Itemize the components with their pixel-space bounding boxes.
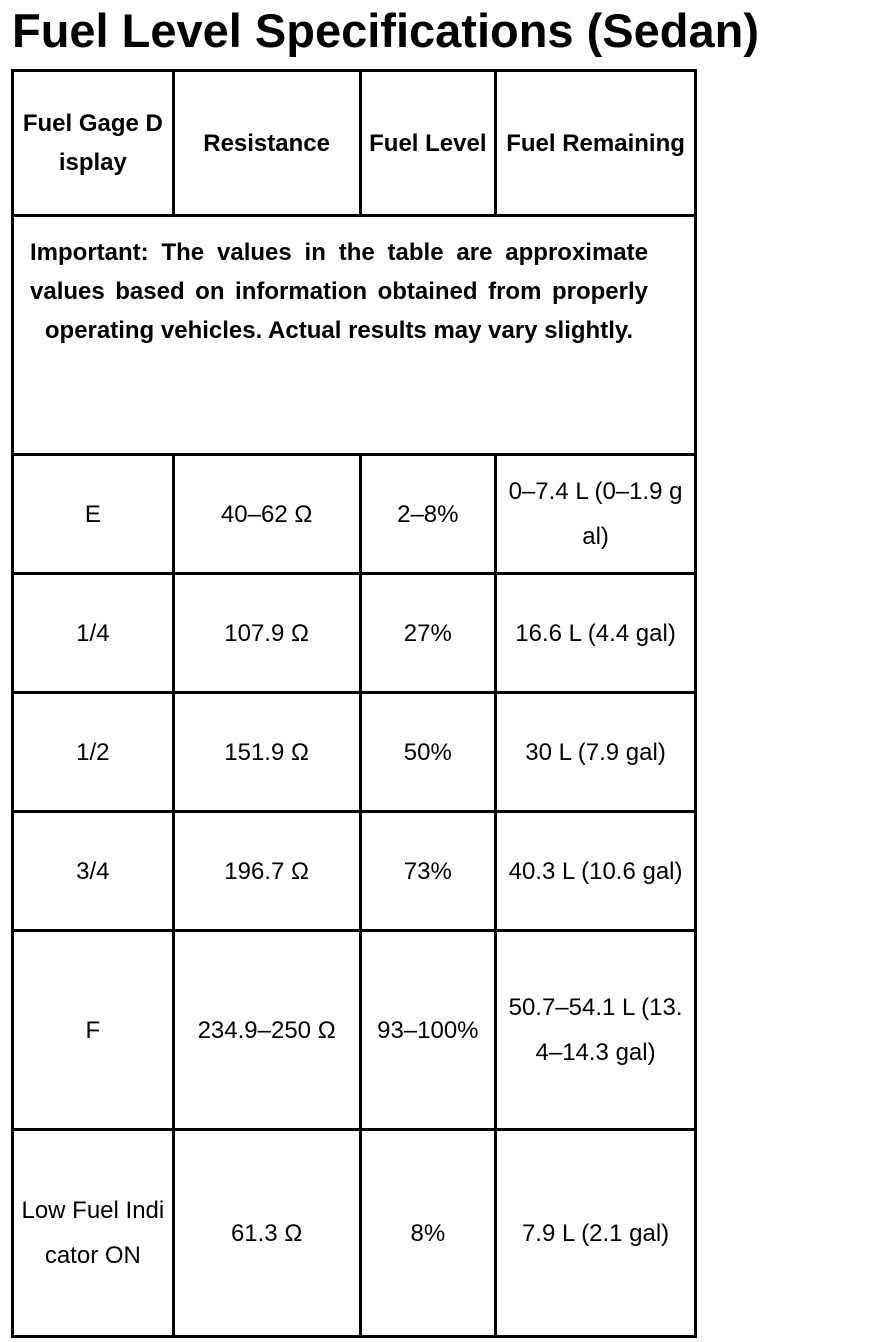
cell-level: 73% xyxy=(360,812,496,931)
cell-display: E xyxy=(13,455,174,574)
cell-resistance: 61.3 Ω xyxy=(173,1130,360,1337)
important-note: Important: The values in the table are approximate values based on information obtained from properly operating vehicles. Actual results may vary slightly. xyxy=(13,216,696,455)
cell-level: 27% xyxy=(360,574,496,693)
cell-display: F xyxy=(13,931,174,1130)
table-row xyxy=(13,455,696,574)
cell-display: 1/2 xyxy=(13,693,174,812)
cell-display: 1/4 xyxy=(13,574,174,693)
table-row xyxy=(13,931,696,1130)
header-fuel-remaining: Fuel Remaining xyxy=(496,71,696,216)
cell-remaining: 40.3 L (10.6 gal) xyxy=(496,812,696,931)
cell-level: 93–100% xyxy=(360,931,496,1130)
cell-resistance: 196.7 Ω xyxy=(173,812,360,931)
cell-remaining: 30 L (7.9 gal) xyxy=(496,693,696,812)
header-fuel-level: Fuel Level xyxy=(360,71,496,216)
fuel-level-spec-table xyxy=(11,69,697,1338)
cell-resistance: 40–62 Ω xyxy=(173,455,360,574)
cell-remaining: 16.6 L (4.4 gal) xyxy=(496,574,696,693)
cell-level: 2–8% xyxy=(360,455,496,574)
cell-display: 3/4 xyxy=(13,812,174,931)
cell-resistance: 107.9 Ω xyxy=(173,574,360,693)
table-row xyxy=(13,812,696,931)
table-row xyxy=(13,1130,696,1337)
header-fuel-gage-display: Fuel Gage Display xyxy=(13,71,174,216)
table-row xyxy=(13,574,696,693)
cell-remaining: 0–7.4 L (0–1.9 gal) xyxy=(496,455,696,574)
cell-resistance: 151.9 Ω xyxy=(173,693,360,812)
cell-display: Low Fuel Indicator ON xyxy=(13,1130,174,1337)
page-title: Fuel Level Specifications (Sedan) xyxy=(12,4,759,57)
cell-level: 8% xyxy=(360,1130,496,1337)
cell-level: 50% xyxy=(360,693,496,812)
cell-resistance: 234.9–250 Ω xyxy=(173,931,360,1130)
important-note-row xyxy=(13,216,696,455)
table-header-row xyxy=(13,71,696,216)
table-row xyxy=(13,693,696,812)
header-resistance: Resistance xyxy=(173,71,360,216)
cell-remaining: 7.9 L (2.1 gal) xyxy=(496,1130,696,1337)
cell-remaining: 50.7–54.1 L (13.4–14.3 gal) xyxy=(496,931,696,1130)
